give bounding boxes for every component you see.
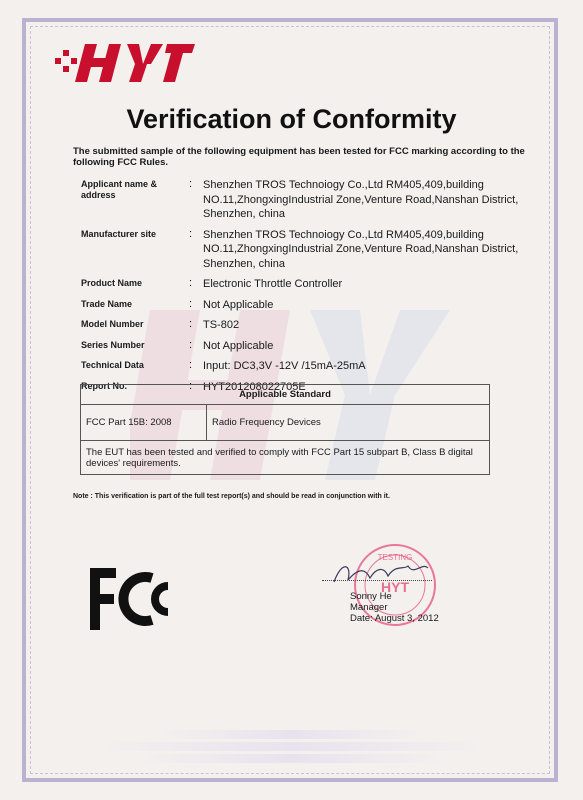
intro-text: The submitted sample of the following equipment has been tested for FCC marking according to the following FCC Rules.	[73, 146, 525, 168]
field-row-report-no: Report No. : HYT201208022705E	[81, 380, 551, 395]
fields-list	[81, 178, 551, 400]
field-label: Series Number	[81, 339, 145, 350]
field-value: TS-802	[203, 319, 240, 331]
svg-text:TESTING: TESTING	[377, 553, 413, 562]
signature-line	[322, 580, 432, 581]
signer-name: Sonny He	[350, 591, 392, 602]
standard-heading: Applicable Standard	[81, 385, 490, 405]
field-row-applicant: Applicant name & address : Shenzhen TROS Technoiogy Co.,Ltd RM405,409,building NO.11,ZhongxingIndustrial Zone,Venture Road,Nanshan District, Shenzhen, china	[81, 178, 551, 222]
signer-block	[350, 591, 439, 624]
compliance-statement: The EUT has been tested and verified to comply with FCC Part 15 subpart B, Class B digital devices' requirements.	[81, 441, 490, 475]
field-row-product-name: Product Name : Electronic Throttle Controller	[81, 277, 551, 292]
field-row-manufacturer: Manufacturer site : Shenzhen TROS Technoiogy Co.,Ltd RM405,409,building NO.11,ZhongxingIndustrial Zone,Venture Road,Nanshan District, Shenzhen, china	[81, 228, 551, 272]
footer-faint	[0, 730, 583, 763]
field-value: HYT201208022705E	[203, 380, 306, 393]
field-label: Technical Data	[81, 360, 144, 370]
signer-title: Manager	[350, 602, 388, 613]
standard-part: FCC Part 15B: 2008	[81, 405, 207, 441]
field-row-model-number: Model Number : TS-802	[81, 318, 551, 333]
signing-date: Date: August 3, 2012	[350, 613, 439, 624]
standard-description: Radio Frequency Devices	[207, 405, 490, 441]
field-value: Not Applicable	[203, 298, 274, 311]
field-label: Manufacturer site	[81, 228, 157, 239]
applicable-standard-table	[80, 384, 490, 475]
field-value: Shenzhen TROS Technoiogy Co.,Ltd RM405,409,building NO.11,ZhongxingIndustrial Zone,Venture Road,Nanshan District, Shenzhen, china	[203, 179, 519, 220]
field-value: Input: DC3,3V -12V /15mA-25mA	[203, 360, 366, 372]
fcc-logo	[90, 568, 175, 630]
field-value: Not Applicable	[203, 339, 274, 352]
field-label: Product Name	[81, 278, 143, 288]
field-label: Applicant name & address	[81, 179, 158, 200]
field-label: Model Number	[81, 319, 144, 329]
field-label: Report No.	[81, 380, 127, 391]
page-title: Verification of Conformity	[126, 104, 457, 134]
handwritten-signature	[330, 556, 430, 592]
svg-text:HYT: HYT	[381, 579, 409, 595]
field-value: Shenzhen TROS Technoiogy Co.,Ltd RM405,409,building NO.11,ZhongxingIndustrial Zone,Venture Road,Nanshan District, Shenzhen, china	[203, 228, 519, 270]
field-label: Trade Name	[81, 298, 133, 309]
field-value: Electronic Throttle Controller	[203, 278, 343, 290]
field-row-trade-name: Trade Name : Not Applicable	[81, 298, 551, 313]
verification-note: Note : This verification is part of the full test report(s) and should be read in conjunction with it.	[73, 493, 390, 500]
hyt-logo	[55, 40, 195, 86]
field-row-technical-data: Technical Data : Input: DC3,3V -12V /15mA-25mA	[81, 359, 551, 374]
field-row-series-number: Series Number : Not Applicable	[81, 339, 551, 354]
